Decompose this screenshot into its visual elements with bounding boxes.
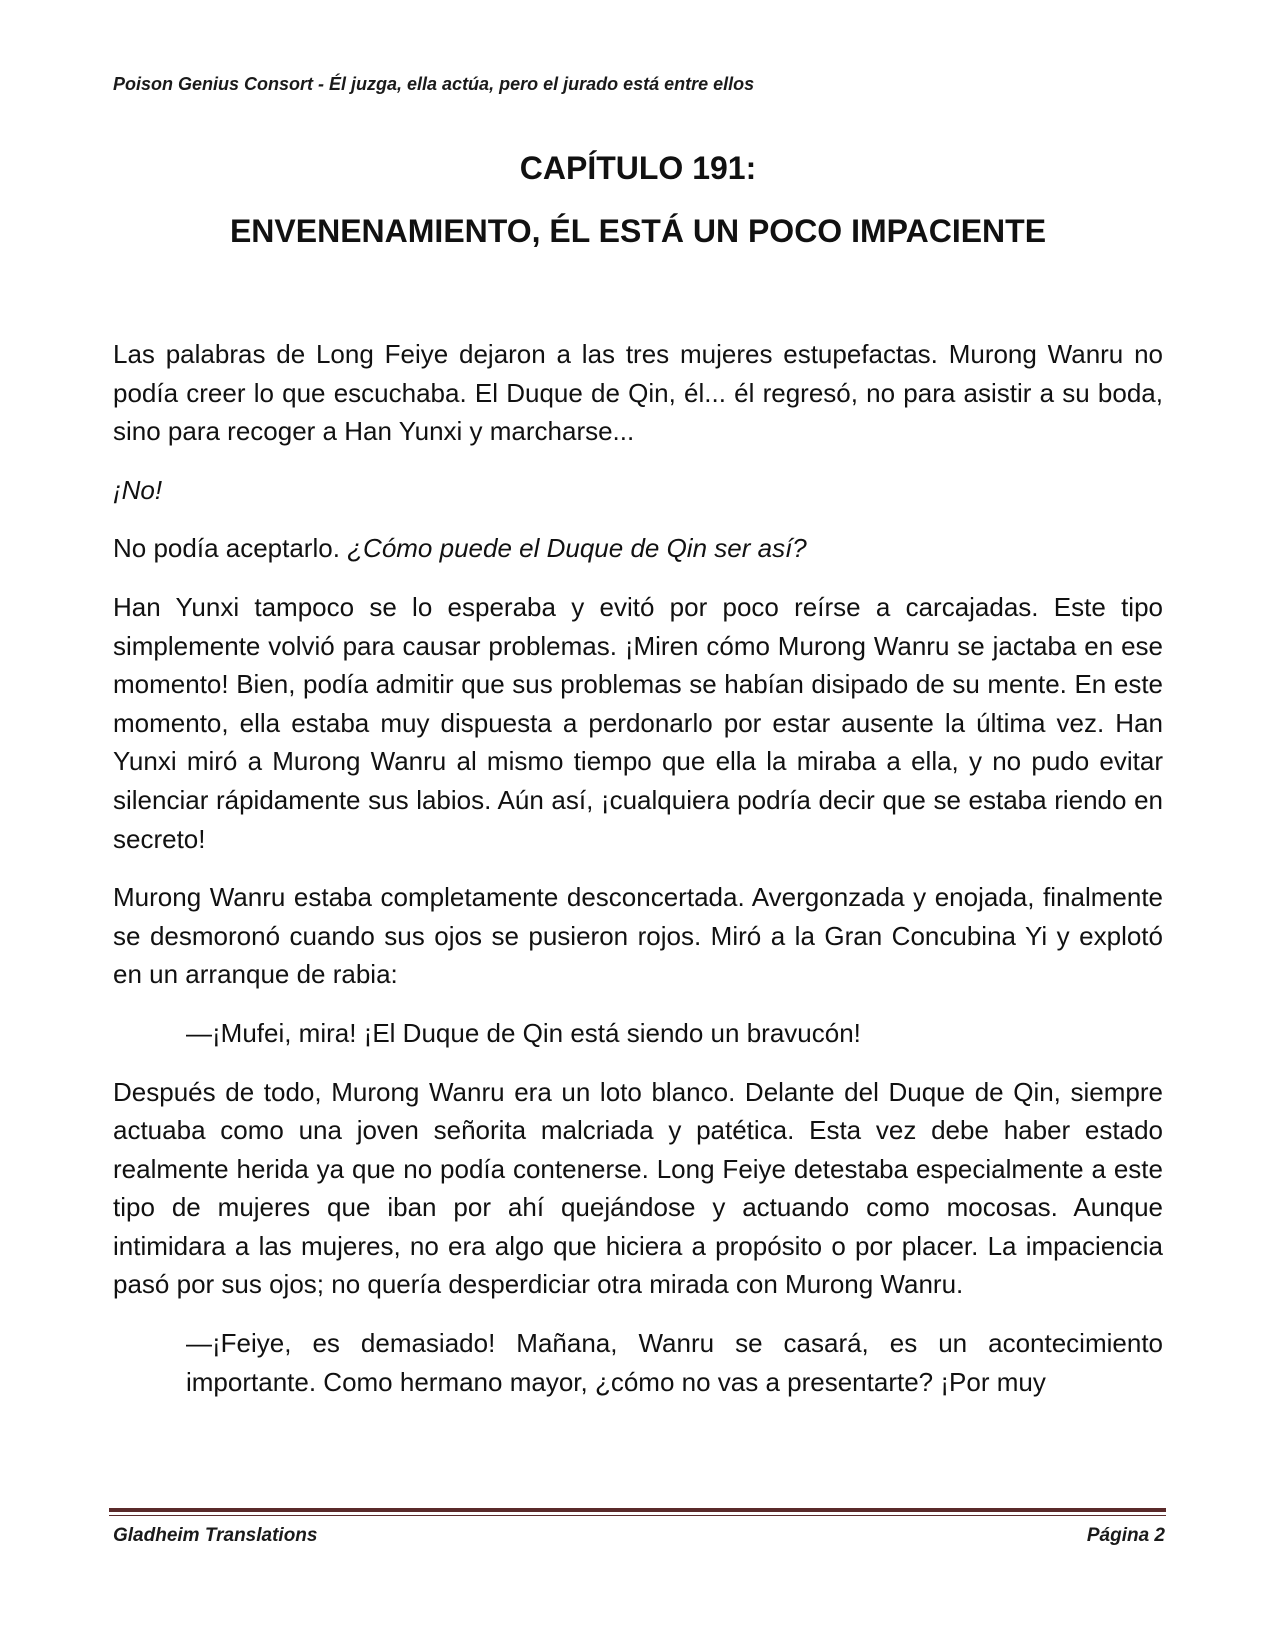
chapter-body (113, 335, 1163, 1401)
paragraph: Después de todo, Murong Wanru era un loto blanco. Delante del Duque de Qin, siempre actuaba como una joven señorita malcriada y patética. Esta vez debe haber estado realmente herida ya que no podía contenerse. Long Feiye detestaba especialmente a este tipo de mujeres que iban por ahí quejándose y actuando como mocosas. Aunque intimidara a las mujeres, no era algo que hiciera a propósito o por placer. La impaciencia pasó por sus ojos; no quería desperdiciar otra mirada con Murong Wanru. (113, 1076, 1163, 1300)
dialogue-paragraph: —¡Feiye, es demasiado! Mañana, Wanru se casará, es un acontecimiento importante. Como hermano mayor, ¿cómo no vas a presentarte? ¡Por muy (186, 1328, 1163, 1397)
paragraph-text: No podía aceptarlo. (113, 533, 348, 564)
footer-publisher: Gladheim Translations (113, 1525, 318, 1546)
footer-rule-thin (109, 1515, 1166, 1516)
italic-thought: ¿Cómo puede el Duque de Qin ser así? (347, 533, 807, 564)
dialogue-paragraph: —¡Mufei, mira! ¡El Duque de Qin está siendo un bravucón! (186, 1017, 861, 1048)
footer-rule (109, 1508, 1166, 1512)
paragraph: Las palabras de Long Feiye dejaron a las tres mujeres estupefactas. Murong Wanru no podía creer lo que escuchaba. El Duque de Qin, él... él regresó, no para asistir a su boda, sino para recoger a Han Yunxi y marcharse... (113, 339, 1163, 447)
running-header: Poison Genius Consort - Él juzga, ella actúa, pero el jurado está entre ellos (113, 74, 755, 94)
paragraph (113, 529, 1163, 568)
chapter-number: CAPÍTULO 191: (519, 150, 757, 186)
paragraph (113, 471, 1163, 510)
footer-page-number: Página 2 (1086, 1525, 1165, 1546)
paragraph: Han Yunxi tampoco se lo esperaba y evitó por poco reírse a carcajadas. Este tipo simplemente volvió para causar problemas. ¡Miren cómo Murong Wanru se jactaba en ese momento! Bien, podía admitir que sus problemas se habían disipado de su mente. En este momento, ella estaba muy dispuesta a perdonarlo por estar ausente la última vez. Han Yunxi miró a Murong Wanru al mismo tiempo que ella la miraba a ella, y no pudo evitar silenciar rápidamente sus labios. Aún así, ¡cualquiera podría decir que se estaba riendo en secreto! (113, 591, 1163, 854)
chapter-title: ENVENENAMIENTO, ÉL ESTÁ UN POCO IMPACIENTE (229, 213, 1047, 249)
paragraph: Murong Wanru estaba completamente desconcertada. Avergonzada y enojada, finalmente se desmoronó cuando sus ojos se pusieron rojos. Miró a la Gran Concubina Yi y explotó en un arranque de rabia: (113, 882, 1163, 990)
italic-exclamation: ¡No! (113, 474, 163, 505)
